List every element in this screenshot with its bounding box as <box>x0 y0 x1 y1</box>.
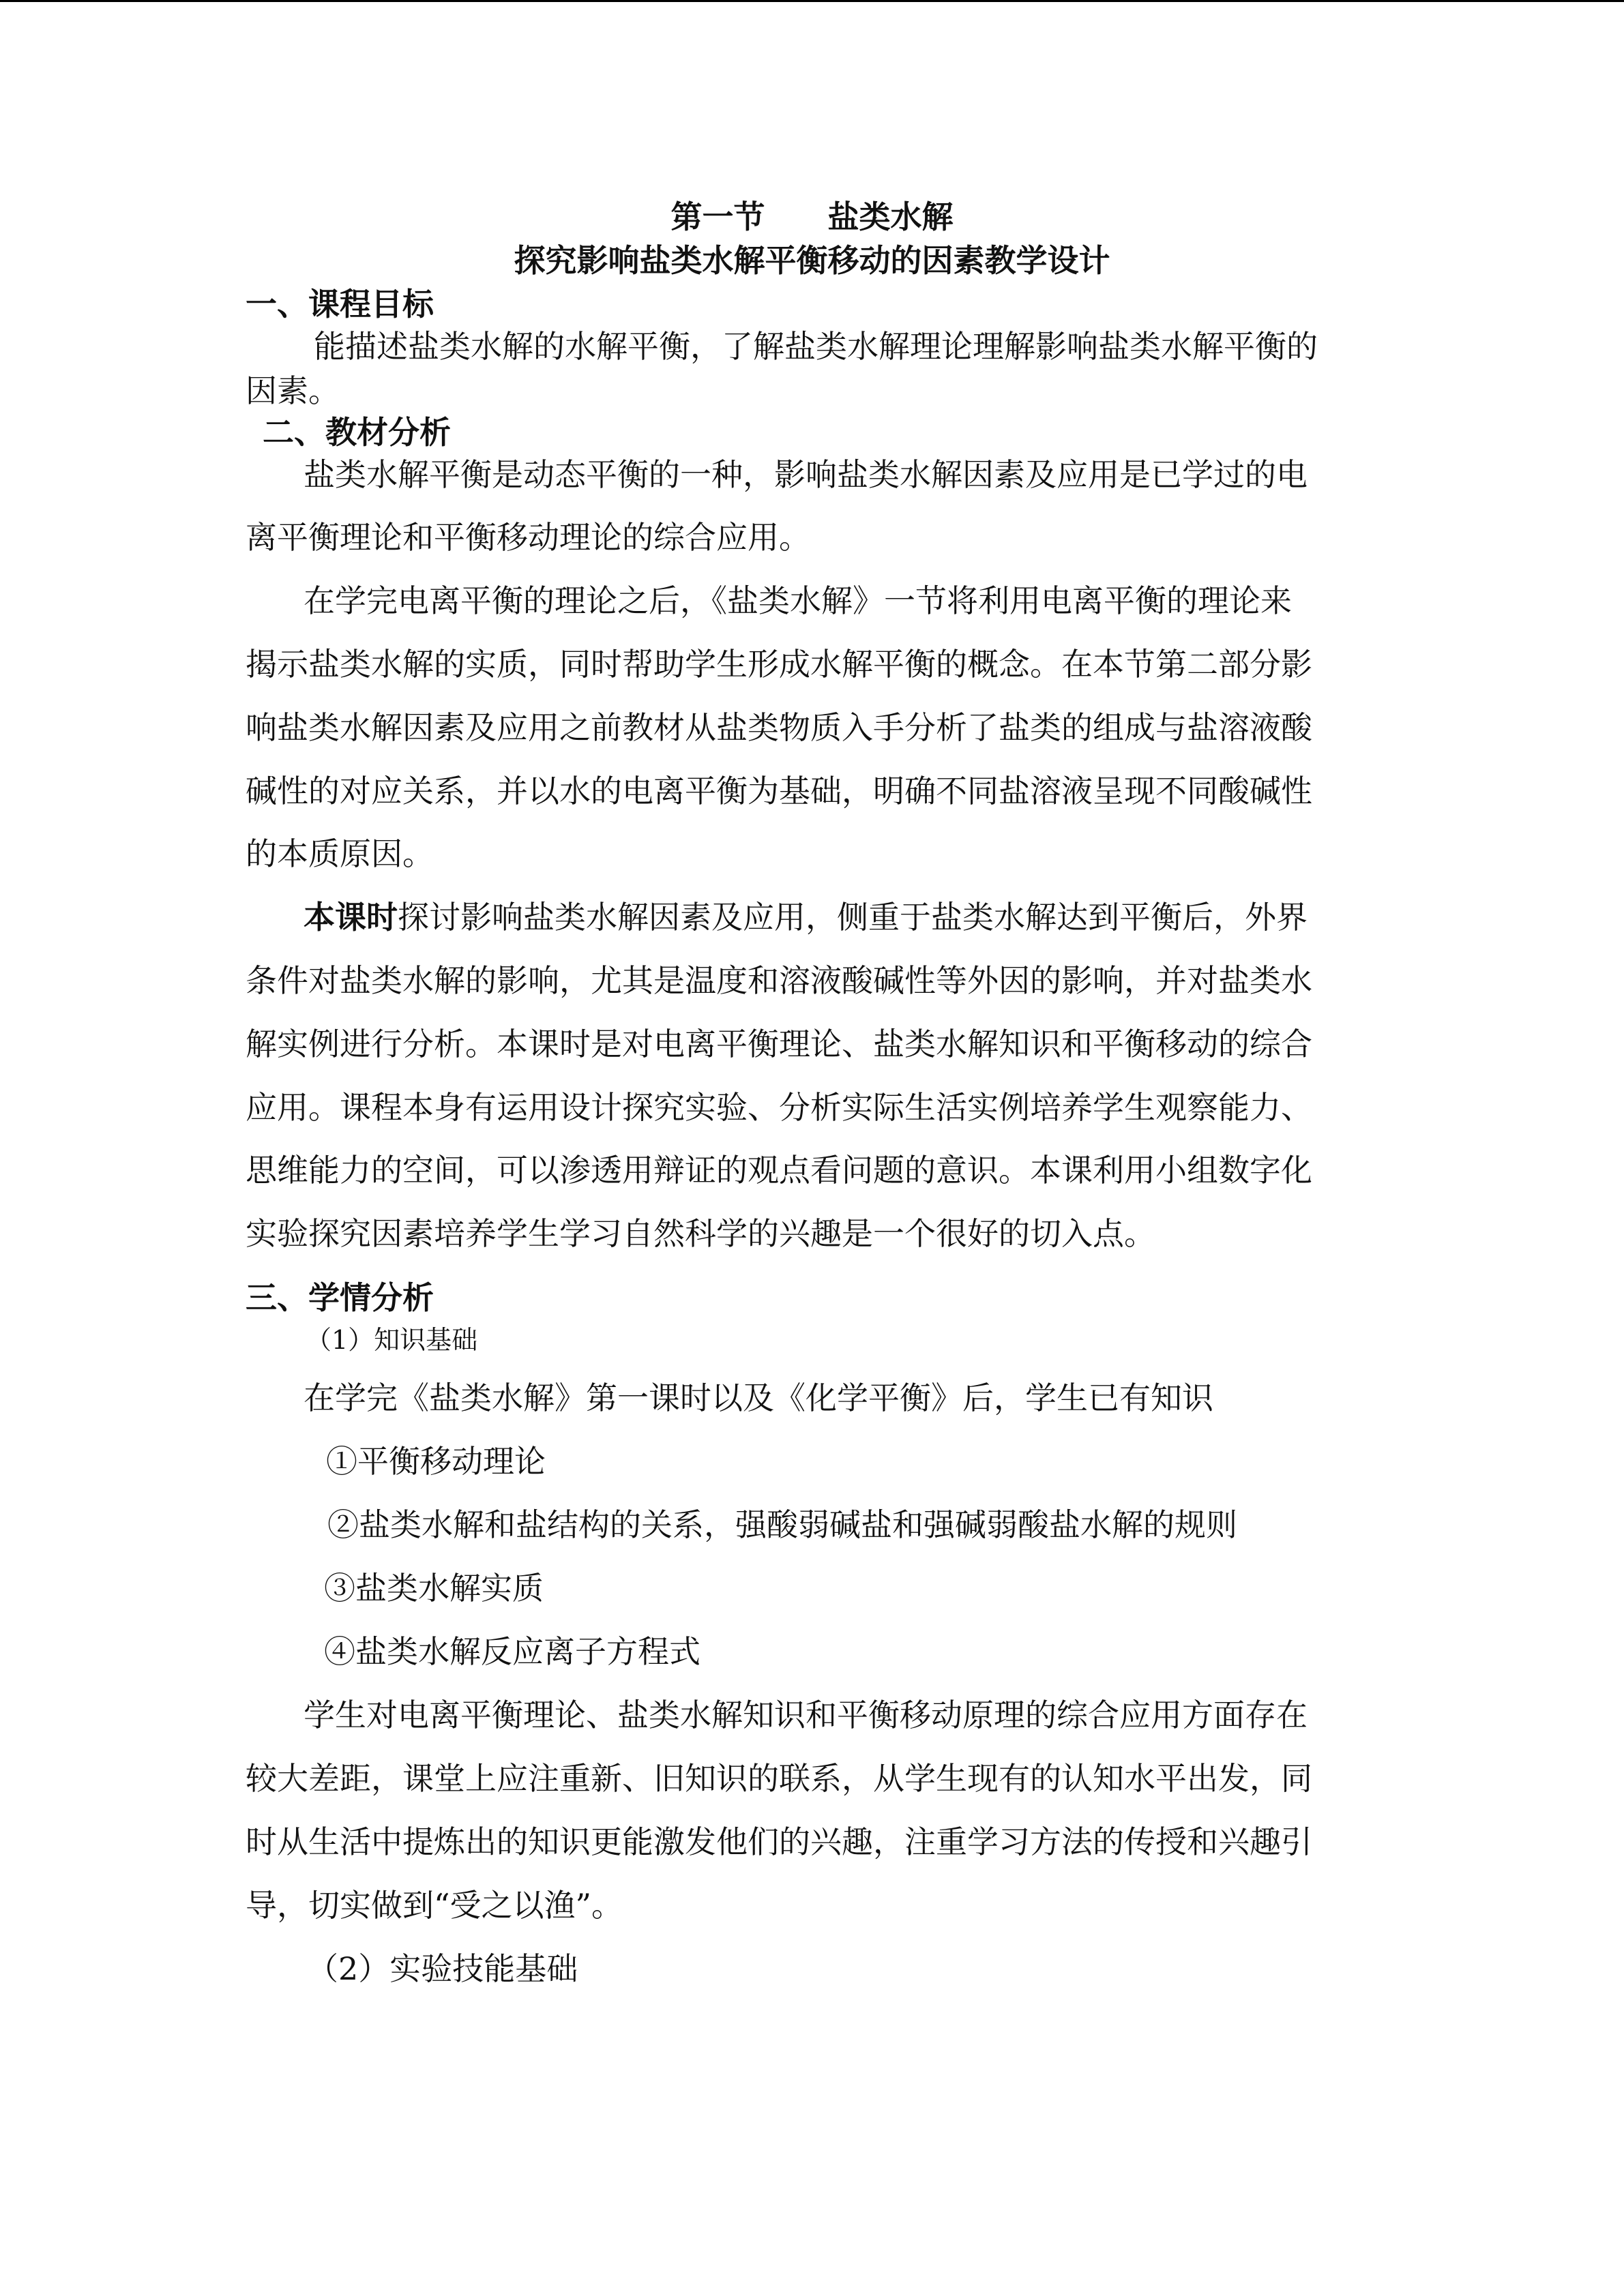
paragraph-line: 学生对电离平衡理论、盐类水解知识和平衡移动原理的综合应用方面存在 <box>304 1697 1308 1733</box>
paragraph-line: 的本质原因。 <box>246 835 434 872</box>
paragraph-line: 在学完《盐类水解》第一课时以及《化学平衡》后，学生已有知识 <box>304 1380 1213 1416</box>
subheading-lab-skills: （2）实验技能基础 <box>307 1950 578 1987</box>
paragraph-line: 应用。课程本身有运用设计探究实验、分析实际生活实例培养学生观察能力、 <box>246 1089 1312 1126</box>
paragraph-line: 响盐类水解因素及应用之前教材从盐类物质入手分析了盐类的组成与盐溶液酸 <box>246 709 1312 746</box>
paragraph-line: 导，切实做到“受之以渔”。 <box>246 1887 623 1924</box>
paragraph-line <box>304 897 1308 938</box>
paragraph-line: 条件对盐类水解的影响，尤其是温度和溶液酸碱性等外因的影响，并对盐类水 <box>246 962 1312 999</box>
paragraph-line: 解实例进行分析。本课时是对电离平衡理论、盐类水解知识和平衡移动的综合 <box>246 1026 1312 1062</box>
paragraph-line: 碱性的对应关系，并以水的电离平衡为基础，明确不同盐溶液呈现不同酸碱性 <box>246 773 1312 809</box>
paragraph-line: 时从生活中提炼出的知识更能激发他们的兴趣，注重学习方法的传授和兴趣引 <box>246 1823 1312 1860</box>
list-item: ④盐类水解反应离子方程式 <box>324 1633 700 1670</box>
paragraph-line: 因素。 <box>246 372 340 409</box>
section-title: 第一节 盐类水解 <box>670 198 954 235</box>
list-item: ②盐类水解和盐结构的关系，强酸弱碱盐和强碱弱酸盐水解的规则 <box>327 1506 1237 1543</box>
paragraph-line: 揭示盐类水解的实质，同时帮助学生形成水解平衡的概念。在本节第二部分影 <box>246 646 1312 683</box>
paragraph-line: 离平衡理论和平衡移动理论的综合应用。 <box>246 519 810 556</box>
bold-lead-text: 本课时 <box>304 899 398 936</box>
paragraph-line: 盐类水解平衡是动态平衡的一种，影响盐类水解因素及应用是已学过的电 <box>304 456 1308 493</box>
heading-course-goals: 一、课程目标 <box>246 286 434 323</box>
subheading-knowledge-base: （1）知识基础 <box>306 1325 478 1355</box>
paragraph-line: 能描述盐类水解的水解平衡，了解盐类水解理论理解影响盐类水解平衡的 <box>314 328 1318 365</box>
page-top-border <box>0 0 1624 2</box>
heading-learner-analysis: 三、学情分析 <box>246 1279 434 1316</box>
paragraph-line: 实验探究因素培养学生学习自然科学的兴趣是一个很好的切入点。 <box>246 1215 1155 1252</box>
paragraph-line: 较大差距，课堂上应注重新、旧知识的联系，从学生现有的认知水平出发，同 <box>246 1760 1312 1797</box>
list-item: ③盐类水解实质 <box>324 1570 544 1607</box>
heading-material-analysis: 二、教材分析 <box>263 414 451 451</box>
paragraph-line: 在学完电离平衡的理论之后，《盐类水解》一节将利用电离平衡的理论来 <box>304 582 1292 619</box>
document-subtitle: 探究影响盐类水解平衡移动的因素教学设计 <box>514 242 1110 279</box>
paragraph-text: 探讨影响盐类水解因素及应用，侧重于盐类水解达到平衡后，外界 <box>398 899 1308 936</box>
list-item: ①平衡移动理论 <box>326 1443 546 1480</box>
paragraph-line: 思维能力的空间，可以渗透用辩证的观点看问题的意识。本课利用小组数字化 <box>246 1152 1312 1189</box>
